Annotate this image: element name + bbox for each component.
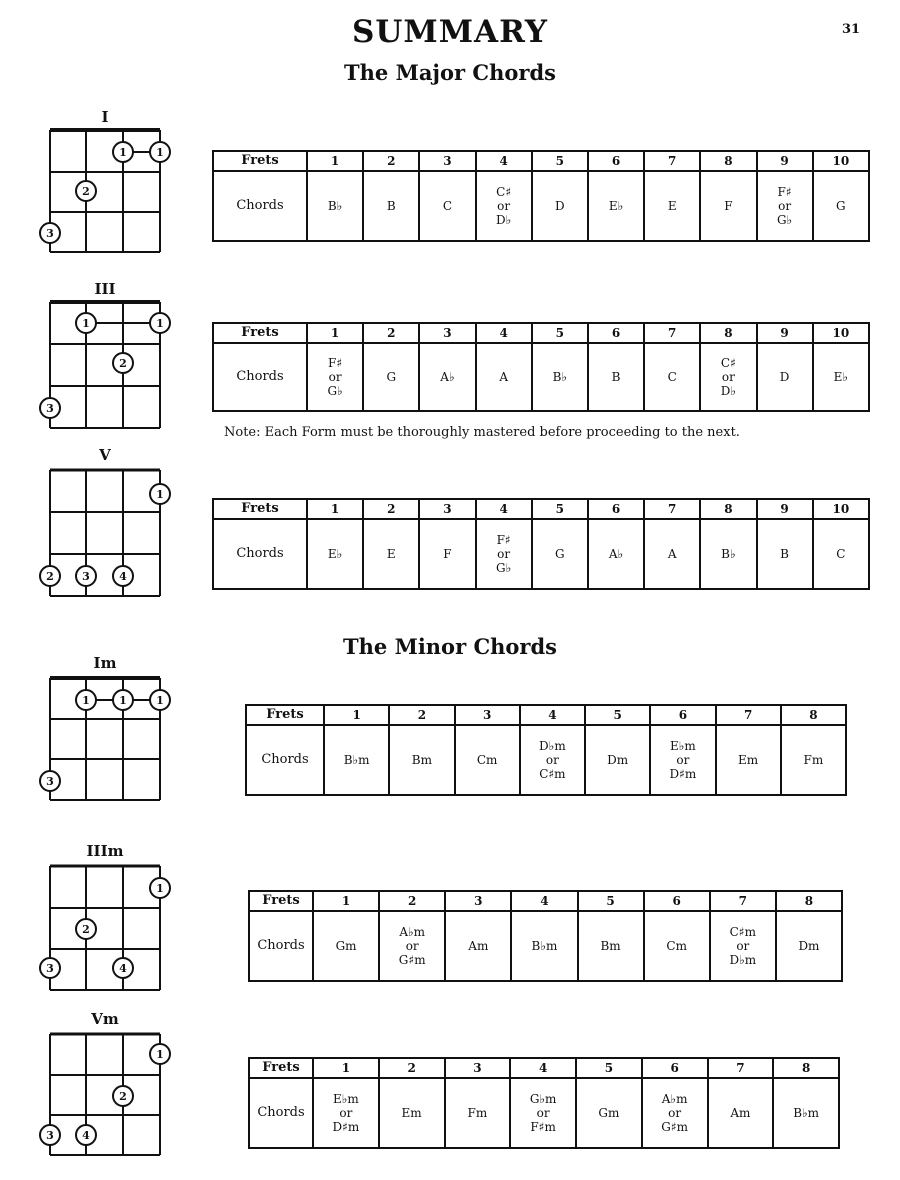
finger-iii-2: 1 <box>156 317 164 330</box>
chord-name: C <box>667 370 677 384</box>
chord-name: D <box>779 370 790 384</box>
chord-name: Fm <box>803 753 824 767</box>
finger-iiim-2: 2 <box>82 923 90 936</box>
finger-vm-4: 4 <box>82 1129 90 1142</box>
chord-cell <box>476 519 532 589</box>
chord-cell <box>520 725 585 795</box>
chord-name: B♭ <box>552 370 568 384</box>
chords-label: Chords <box>213 519 307 589</box>
fret-cell: 9 <box>757 499 813 519</box>
chords-label: Chords <box>213 343 307 411</box>
fret-cell: 4 <box>510 1058 576 1078</box>
frets-row <box>246 705 846 725</box>
fret-cell: 8 <box>700 323 756 343</box>
chord-cell <box>757 343 813 411</box>
practice-note: Note: Each Form must be thoroughly mastered before proceeding to the next. <box>224 425 740 440</box>
fret-cell: 1 <box>313 1058 379 1078</box>
chord-or: or <box>545 753 559 767</box>
frets-row <box>213 151 869 171</box>
chord-cell <box>813 343 869 411</box>
chord-cell <box>510 1078 576 1148</box>
fret-cell: 3 <box>419 323 475 343</box>
chord-cell <box>644 171 700 241</box>
chord-cell <box>585 725 650 795</box>
fret-cell: 5 <box>532 323 588 343</box>
fret-cell: 4 <box>476 323 532 343</box>
chord-cell <box>576 1078 642 1148</box>
chord-or: or <box>676 753 690 767</box>
finger-iii-4: 3 <box>46 402 54 415</box>
chord-name: C <box>442 199 453 213</box>
chord-alt: D♭ <box>720 384 737 398</box>
fret-cell: 6 <box>588 151 644 171</box>
chord-table-iii <box>212 322 870 412</box>
chords-label: Chords <box>249 911 313 981</box>
chord-alt: G♭ <box>776 213 793 227</box>
chord-name: Em <box>401 1106 422 1120</box>
chord-name: E♭ <box>608 199 624 213</box>
chord-cell <box>776 911 842 981</box>
chord-cell <box>588 171 644 241</box>
fret-cell: 3 <box>455 705 520 725</box>
chord-or: or <box>668 1106 682 1120</box>
chords-row <box>213 519 869 589</box>
minor-chords-heading: The Minor Chords <box>343 634 557 659</box>
diagram-vm <box>40 1034 170 1155</box>
form-label-im: Im <box>93 654 117 672</box>
fret-cell: 9 <box>757 323 813 343</box>
page-title: SUMMARY <box>351 14 549 50</box>
chords-row <box>249 1078 839 1148</box>
chord-name: D♭m <box>539 739 566 753</box>
chord-name: Am <box>468 939 489 953</box>
chord-cell <box>644 519 700 589</box>
chord-cell <box>445 1078 511 1148</box>
chord-name: E <box>667 199 677 213</box>
chord-cell <box>313 1078 379 1148</box>
chord-name: Bm <box>600 939 621 953</box>
diagram-i <box>40 130 170 252</box>
fret-cell: 8 <box>700 151 756 171</box>
fret-cell: 7 <box>716 705 781 725</box>
finger-im-1: 1 <box>82 694 90 707</box>
chord-or: or <box>536 1106 550 1120</box>
fret-cell: 5 <box>532 151 588 171</box>
chord-cell <box>455 725 520 795</box>
finger-iii-1: 1 <box>82 317 90 330</box>
chord-cell <box>642 1078 708 1148</box>
chord-cell <box>710 911 776 981</box>
form-label-iii: III <box>94 280 116 298</box>
chord-name: B♭ <box>327 199 343 213</box>
form-label-iiim: IIIm <box>86 842 124 860</box>
frets-label: Frets <box>213 499 307 519</box>
finger-im-3: 1 <box>156 694 164 707</box>
finger-i-2: 1 <box>156 146 164 159</box>
fret-cell: 6 <box>644 891 710 911</box>
chord-name: G♭m <box>529 1092 557 1106</box>
frets-row <box>249 1058 839 1078</box>
chord-alt: D♭ <box>496 213 512 227</box>
chord-cell <box>324 725 389 795</box>
chord-name: Bm <box>411 753 432 767</box>
fret-cell: 4 <box>520 705 585 725</box>
finger-iiim-4: 4 <box>119 962 127 975</box>
chord-cell <box>476 343 532 411</box>
chord-cell <box>532 343 588 411</box>
chord-cell <box>644 343 700 411</box>
chord-name: B <box>611 370 621 384</box>
fret-cell: 2 <box>363 499 419 519</box>
chord-cell <box>700 519 756 589</box>
chord-cell <box>313 911 379 981</box>
chord-name: G <box>555 547 565 561</box>
chords-label: Chords <box>246 725 324 795</box>
chord-cell <box>757 171 813 241</box>
frets-label: Frets <box>213 151 307 171</box>
chord-name: F♯ <box>777 185 792 199</box>
chord-name: Dm <box>798 939 820 953</box>
chord-table-iiim <box>248 890 843 982</box>
chord-name: E♭m <box>332 1092 359 1106</box>
frets-row <box>249 891 842 911</box>
fret-cell: 1 <box>313 891 379 911</box>
chord-name: Cm <box>666 939 687 953</box>
chord-cell <box>419 171 475 241</box>
chord-name: G <box>836 199 846 213</box>
finger-v-4: 4 <box>119 570 127 583</box>
finger-v-3: 3 <box>82 570 90 583</box>
chord-cell <box>700 171 756 241</box>
chord-name: F <box>443 547 452 561</box>
fret-cell: 7 <box>708 1058 774 1078</box>
chord-cell <box>813 171 869 241</box>
fret-cell: 2 <box>379 891 445 911</box>
chord-name: G <box>386 370 397 384</box>
fret-cell: 7 <box>644 151 700 171</box>
chord-name: E♭ <box>833 370 849 384</box>
fret-cell: 10 <box>813 323 869 343</box>
chord-name: C <box>836 547 846 561</box>
chord-cell <box>379 1078 445 1148</box>
finger-i-3: 2 <box>82 185 90 198</box>
chord-name: B <box>780 547 789 561</box>
chord-table-vm <box>248 1057 840 1149</box>
chord-name: B♭m <box>343 753 370 767</box>
chord-cell <box>578 911 644 981</box>
chord-table-i <box>212 150 870 242</box>
frets-row <box>213 323 869 343</box>
chord-name: A♭m <box>661 1092 688 1106</box>
chord-name: A♭ <box>608 547 624 561</box>
chords-label: Chords <box>213 171 307 241</box>
chords-row <box>249 911 842 981</box>
chords-label: Chords <box>249 1078 313 1148</box>
chord-cell <box>445 911 511 981</box>
diagram-v <box>40 470 170 596</box>
chord-cell <box>708 1078 774 1148</box>
frets-label: Frets <box>249 891 313 911</box>
fret-cell: 8 <box>776 891 842 911</box>
chord-cell <box>813 519 869 589</box>
chord-name: E♭m <box>669 739 696 753</box>
chord-alt: G♭ <box>496 561 512 575</box>
chord-cell <box>588 343 644 411</box>
chord-name: D <box>555 199 565 213</box>
chord-name: Fm <box>467 1106 488 1120</box>
chord-name: F <box>724 199 733 213</box>
fret-cell: 7 <box>710 891 776 911</box>
chord-cell <box>307 343 363 411</box>
chords-row <box>246 725 846 795</box>
fret-cell: 2 <box>363 323 419 343</box>
finger-iiim-3: 3 <box>46 962 54 975</box>
chord-name: B♭m <box>531 939 558 953</box>
chord-cell <box>419 519 475 589</box>
chord-name: F♯ <box>328 356 343 370</box>
major-chords-heading: The Major Chords <box>344 60 556 85</box>
fret-cell: 6 <box>650 705 715 725</box>
fret-cell: 8 <box>700 499 756 519</box>
finger-vm-3: 3 <box>46 1129 54 1142</box>
finger-v-1: 1 <box>156 488 164 501</box>
finger-iii-3: 2 <box>119 357 127 370</box>
chord-name: A♭ <box>440 370 455 384</box>
fret-cell: 9 <box>757 151 813 171</box>
finger-im-2: 1 <box>119 694 127 707</box>
chord-or: or <box>339 1106 353 1120</box>
chord-alt: F♯m <box>530 1120 556 1134</box>
chord-name: Cm <box>476 753 498 767</box>
fret-cell: 4 <box>476 499 532 519</box>
fret-cell: 10 <box>813 151 869 171</box>
finger-im-4: 3 <box>46 775 54 788</box>
fret-cell: 3 <box>419 499 475 519</box>
fret-cell: 3 <box>419 151 475 171</box>
fret-cell: 4 <box>476 151 532 171</box>
finger-vm-1: 1 <box>156 1048 164 1061</box>
chord-cell <box>716 725 781 795</box>
fret-cell: 8 <box>781 705 846 725</box>
chord-name: A <box>667 547 677 561</box>
chord-alt: G♯m <box>398 953 426 967</box>
frets-label: Frets <box>249 1058 313 1078</box>
chord-cell <box>389 725 454 795</box>
chord-cell <box>379 911 445 981</box>
chord-name: C♯ <box>720 356 736 370</box>
chord-cell <box>700 343 756 411</box>
fret-cell: 1 <box>307 323 363 343</box>
chord-cell <box>476 171 532 241</box>
form-label-vm: Vm <box>91 1010 119 1028</box>
chord-or: or <box>721 370 735 384</box>
chord-or: or <box>736 939 750 953</box>
fret-cell: 5 <box>578 891 644 911</box>
chord-table-v <box>212 498 870 590</box>
chord-cell <box>363 171 419 241</box>
fret-cell: 2 <box>363 151 419 171</box>
fret-cell: 2 <box>379 1058 445 1078</box>
fret-cell: 2 <box>389 705 454 725</box>
chord-or: or <box>778 199 792 213</box>
chord-name: Am <box>730 1106 751 1120</box>
fret-cell: 6 <box>588 323 644 343</box>
chord-cell <box>307 519 363 589</box>
chord-name: A <box>499 370 508 384</box>
fret-cell: 5 <box>576 1058 642 1078</box>
chord-or: or <box>497 199 511 213</box>
fret-cell: 3 <box>445 1058 511 1078</box>
chord-name: A♭m <box>399 925 426 939</box>
chord-alt: D♭m <box>729 953 757 967</box>
chord-alt: D♯m <box>332 1120 360 1134</box>
finger-i-1: 1 <box>119 146 127 159</box>
chord-name: E♭ <box>327 547 343 561</box>
chord-name: Gm <box>598 1106 620 1120</box>
finger-vm-2: 2 <box>119 1090 127 1103</box>
chord-cell <box>532 171 588 241</box>
chord-cell <box>650 725 715 795</box>
diagram-iiim <box>40 866 170 990</box>
chord-cell <box>773 1078 839 1148</box>
chord-cell <box>363 343 419 411</box>
chord-or: or <box>497 547 511 561</box>
chord-name: F♯ <box>496 533 511 547</box>
fret-cell: 5 <box>532 499 588 519</box>
form-label-v: V <box>99 446 111 464</box>
chord-or: or <box>328 370 342 384</box>
form-label-i: I <box>101 108 109 126</box>
fret-cell: 1 <box>307 499 363 519</box>
fret-cell: 6 <box>642 1058 708 1078</box>
fret-cell: 5 <box>585 705 650 725</box>
chord-name: C♯ <box>496 185 512 199</box>
fret-cell: 3 <box>445 891 511 911</box>
fret-cell: 1 <box>307 151 363 171</box>
chord-or: or <box>405 939 419 953</box>
chord-cell <box>307 171 363 241</box>
chord-alt: G♭ <box>327 384 343 398</box>
chord-cell <box>532 519 588 589</box>
chords-row <box>213 171 869 241</box>
chord-alt: G♯m <box>661 1120 689 1134</box>
chord-name: C♯m <box>729 925 756 939</box>
chord-cell <box>363 519 419 589</box>
chord-name: B <box>386 199 396 213</box>
frets-row <box>213 499 869 519</box>
finger-v-2: 2 <box>46 570 54 583</box>
diagram-iii <box>40 302 170 428</box>
fret-cell: 7 <box>644 323 700 343</box>
frets-label: Frets <box>246 705 324 725</box>
fret-cell: 4 <box>511 891 577 911</box>
chord-cell <box>588 519 644 589</box>
chord-alt: C♯m <box>539 767 566 781</box>
fret-cell: 8 <box>773 1058 839 1078</box>
chord-name: E <box>386 547 396 561</box>
finger-iiim-1: 1 <box>156 882 164 895</box>
chord-cell <box>757 519 813 589</box>
chord-name: Gm <box>335 939 357 953</box>
page-number: 31 <box>842 22 861 37</box>
finger-i-4: 3 <box>46 227 54 240</box>
diagram-im <box>40 678 170 800</box>
chord-name: Dm <box>607 753 629 767</box>
chord-name: B♭m <box>793 1106 820 1120</box>
chord-table-im <box>245 704 847 796</box>
chord-name: Em <box>738 753 759 767</box>
chord-cell <box>419 343 475 411</box>
fret-cell: 6 <box>588 499 644 519</box>
fret-cell: 7 <box>644 499 700 519</box>
chord-cell <box>511 911 577 981</box>
chord-name: B♭ <box>721 547 736 561</box>
chord-cell <box>781 725 846 795</box>
fret-cell: 10 <box>813 499 869 519</box>
chords-row <box>213 343 869 411</box>
chord-alt: D♯m <box>669 767 697 781</box>
frets-label: Frets <box>213 323 307 343</box>
chord-cell <box>644 911 710 981</box>
fret-cell: 1 <box>324 705 389 725</box>
